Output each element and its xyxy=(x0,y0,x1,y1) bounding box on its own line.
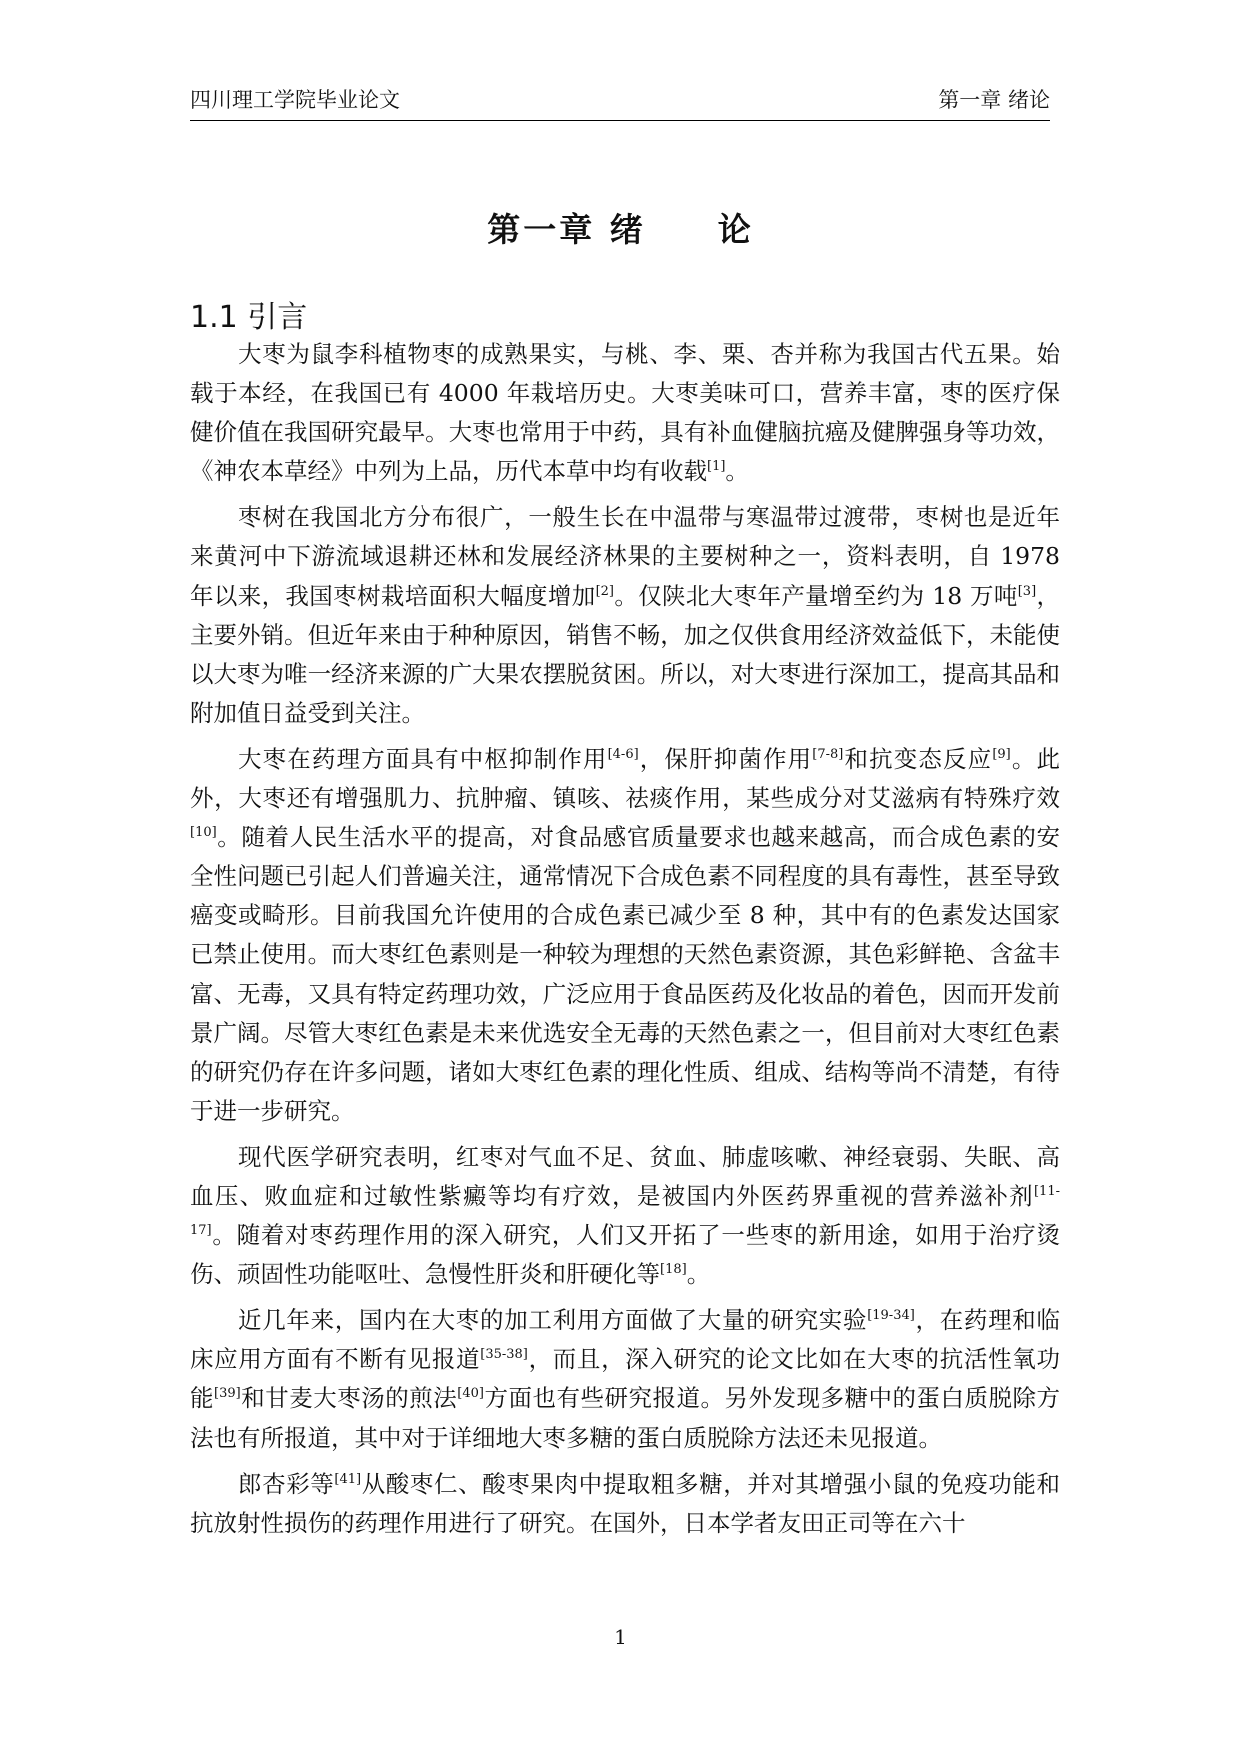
citation-ref: [35-38] xyxy=(480,1347,528,1363)
citation-ref: [2] xyxy=(595,583,614,599)
paragraph-text: 郎杏彩等 xyxy=(238,1469,335,1498)
paragraph xyxy=(190,498,1060,733)
paragraph-text: ，主要外销。但近年来由于种种原因，销售不畅，加之仅供食用经济效益低下，未能使以大枣为唯一经济来源的广大果农摆脱贫困。所以，对大枣进行深加工，提高其品和附加值日益受到关注。 xyxy=(190,581,1061,727)
citation-ref: [1] xyxy=(707,459,726,475)
paragraph-text: ，在药理和临床应用方面有不断有见报道 xyxy=(190,1306,1061,1374)
citation-ref: [18] xyxy=(660,1262,687,1278)
paragraph-text: 。此外，大枣还有增强肌力、抗肿瘤、镇咳、祛痰作用，某些成分对艾滋病有特殊疗效 xyxy=(190,744,1061,813)
paragraph-text: 大枣在药理方面具有中枢抑制作用 xyxy=(238,744,608,773)
paragraph xyxy=(190,1301,1060,1457)
paragraph-text: ，而且，深入研究的论文比如在大枣的抗活性氧功能 xyxy=(190,1345,1060,1413)
paragraph-text: 。随着对枣药理作用的深入研究，人们又开拓了一些枣的新用途，如用于治疗烫伤、顽固性功能呕吐、急慢性肝炎和肝硬化等 xyxy=(190,1221,1060,1289)
paragraph xyxy=(190,335,1060,491)
paragraph xyxy=(190,1465,1060,1543)
paragraph-text: ，保肝抑菌作用 xyxy=(638,744,813,773)
paragraph-text: 方面也有些研究报道。另外发现多糖中的蛋白质脱除方法也有所报道，其中对于详细地大枣多糖的蛋白质脱除方法还未见报道。 xyxy=(190,1384,1061,1452)
citation-ref: [19-34] xyxy=(867,1308,915,1324)
citation-ref: [3] xyxy=(1017,583,1037,599)
chapter-title: 第一章 绪 论 xyxy=(487,210,754,249)
body-text xyxy=(190,335,1060,1550)
citation-ref: [41] xyxy=(334,1471,362,1487)
paragraph-text: 和抗变态反应 xyxy=(843,744,993,773)
citation-ref: [40] xyxy=(457,1386,484,1402)
paragraph-text: 和甘麦大枣汤的煎法 xyxy=(240,1384,458,1413)
paragraph-text: 大枣为鼠李科植物枣的成熟果实，与桃、李、栗、杏并称为我国古代五果。始载于本经，在我国已有 4000 年栽培历史。大枣美味可口，营养丰富，枣的医疗保健价值在我国研究最早。大枣也常用于中药，具有补血健脑抗癌及健脾强身等功效，《神农本草经》中列为上品，历代本草中均有收载 xyxy=(190,340,1060,486)
citation-ref: [11-17] xyxy=(190,1184,1060,1239)
section-heading: 1.1 引言 xyxy=(190,300,308,335)
paragraph-text: 。 xyxy=(725,457,749,486)
header-institution: 四川理工学院毕业论文 xyxy=(190,88,400,112)
paragraph xyxy=(190,1138,1060,1294)
citation-ref: [10] xyxy=(190,825,217,841)
paragraph-text: 枣树在我国北方分布很广，一般生长在中温带与寒温带过渡带，枣树也是近年来黄河中下游流域退耕还林和发展经济林果的主要树种之一，资料表明，自 1978 年以来，我国枣树栽培面积大幅度增加 xyxy=(190,503,1060,610)
citation-ref: [9] xyxy=(992,747,1011,763)
header-chapter: 第一章 绪论 xyxy=(938,88,1050,112)
paragraph-text: 现代医学研究表明，红枣对气血不足、贫血、肺虚咳嗽、神经衰弱、失眠、高血压、败血症和过敏性紫癜等均有疗效，是被国内外医药界重视的营养滋补剂 xyxy=(190,1142,1060,1210)
citation-ref: [7-8] xyxy=(812,747,844,763)
citation-ref: [39] xyxy=(214,1386,241,1402)
paragraph-text: 近几年来，国内在大枣的加工利用方面做了大量的研究实验 xyxy=(238,1306,868,1335)
paragraph-text: 。 xyxy=(686,1260,711,1289)
paragraph xyxy=(190,740,1060,1131)
running-header xyxy=(190,86,1050,121)
paragraph-text: 从酸枣仁、酸枣果肉中提取粗多糖，并对其增强小鼠的免疫功能和抗放射性损伤的药理作用进行了研究。在国外，日本学者友田正司等在六十 xyxy=(190,1469,1061,1537)
citation-ref: [4-6] xyxy=(607,747,639,763)
paragraph-text: 。随着人民生活水平的提高，对食品感官质量要求也越来越高，而合成色素的安全性问题已引起人们普遍关注，通常情况下合成色素不同程度的具有毒性，甚至导致癌变或畸形。目前我国允许使用的合成色素已减少至 8 种，其中有的色素发达国家已禁止使用。而大枣红色素则是一种较为理想的天然色素资源，其色彩鲜艳、含盆丰富、无毒，又具有特定药理功效，广泛应用于食品医药及化妆品的着色，因而开发前景广阔。尽管大枣红色素是未来优选安全无毒的天然色素之一，但目前对大枣红色素的研究仍存在许多问题，诸如大枣红色素的理化性质、组成、结构等尚不清楚，有待于进一步研究。 xyxy=(190,823,1060,1125)
page-number: 1 xyxy=(614,1625,627,1649)
paragraph-text: 。仅陕北大枣年产量增至约为 18 万吨 xyxy=(613,581,1018,610)
